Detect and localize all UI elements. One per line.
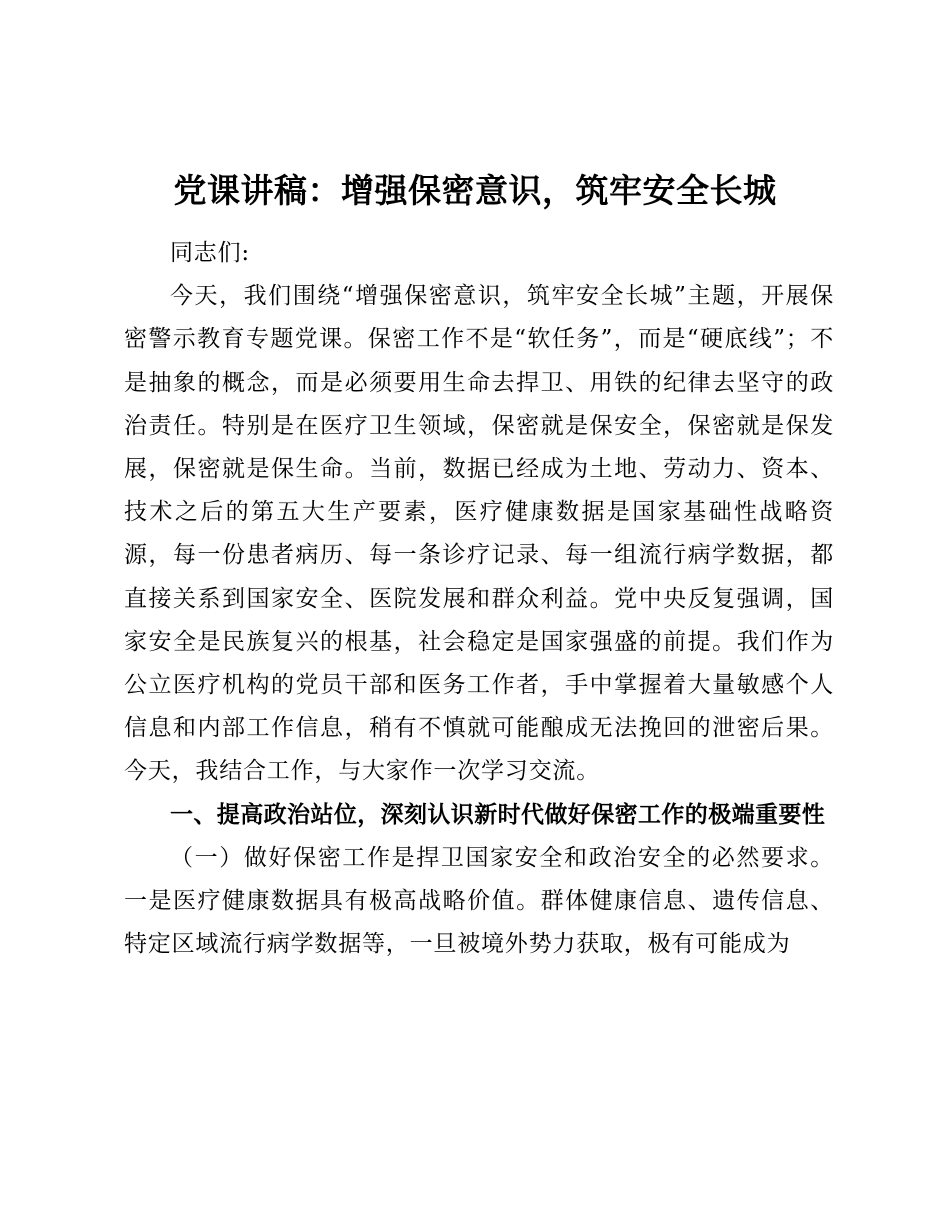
document-title: 党课讲稿：增强保密意识，筑牢安全长城 xyxy=(173,171,777,210)
subsection-paragraph: （一）做好保密工作是捍卫国家安全和政治安全的必然要求。一是医疗健康数据具有极高战略价值。群体健康信息、遗传信息、特定区域流行病学数据等，一旦被境外势力获取，极有可能成为 xyxy=(124,844,834,958)
salutation: 同志们: xyxy=(170,240,250,266)
section-heading: 一、提高政治站位，深刻认识新时代做好保密工作的极端重要性 xyxy=(170,801,826,828)
intro-paragraph: 今天，我们围绕“增强保密意识，筑牢安全长城”主题，开展保密警示教育专题党课。保密工作不是“软任务”，而是“硬底线”；不是抽象的概念，而是必须要用生命去捍卫、用铁的纪律去坚守的政治责任。特别是在医疗卫生领域，保密就是保安全，保密就是保发展，保密就是保生命。当前，数据已经成为土地、劳动力、资本、技术之后的第五大生产要素，医疗健康数据是国家基础性战略资源，每一份患者病历、每一条诊疗记录、每一组流行病学数据，都直接关系到国家安全、医院发展和群众利益。党中央反复强调，国家安全是民族复兴的根基，社会稳定是国家强盛的前提。我们作为公立医疗机构的党员干部和医务工作者，手中掌握着大量敏感个人信息和内部工作信息，稍有不慎就可能酿成无法挽回的泄密后果。今天，我结合工作，与大家作一次学习交流。 xyxy=(124,283,834,785)
document-body xyxy=(124,232,834,966)
